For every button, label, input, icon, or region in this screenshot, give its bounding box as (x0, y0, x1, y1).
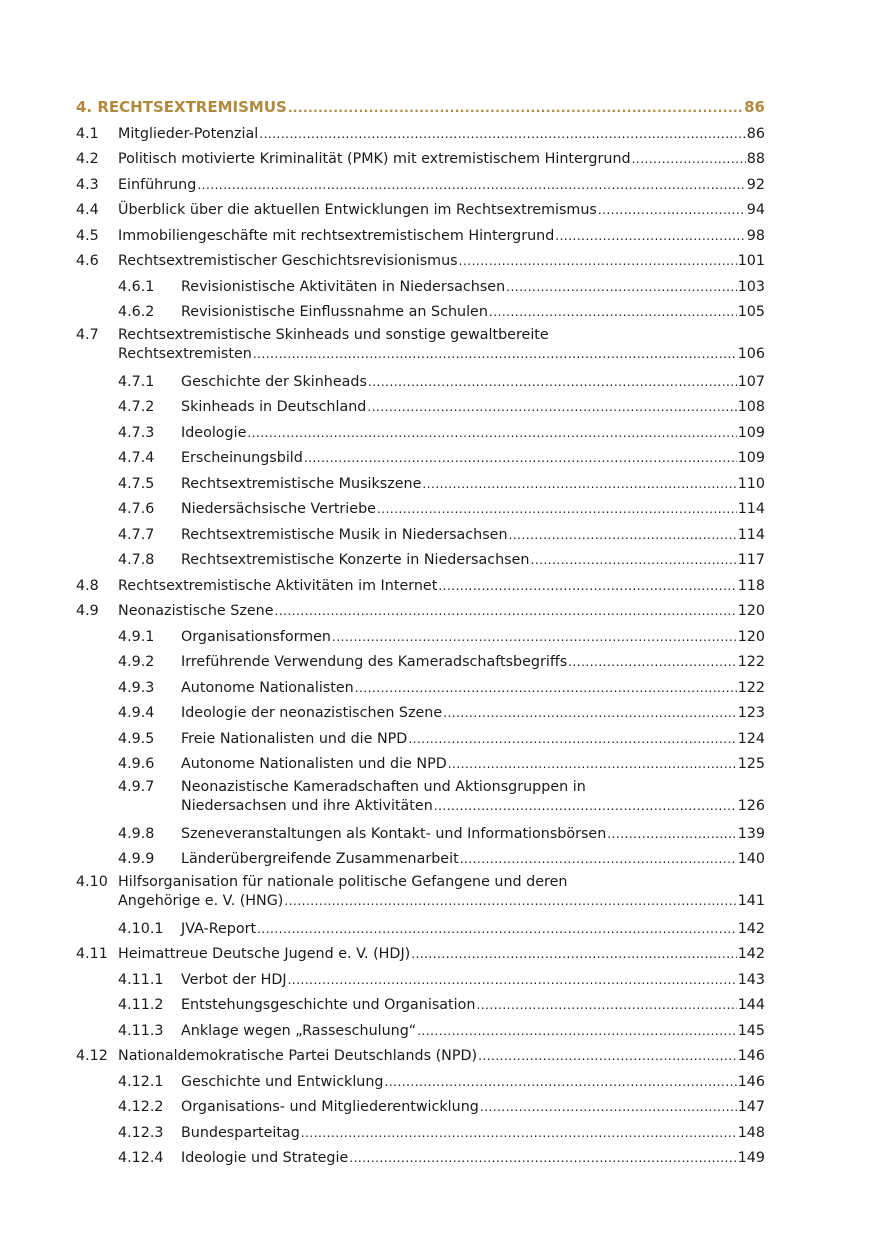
toc-entry-page: 147 (737, 1099, 765, 1115)
toc-entry-number: 4.6 (76, 253, 99, 269)
toc-entry-page: 125 (737, 756, 765, 772)
toc-entry[interactable] (76, 942, 765, 968)
toc-leader-dots (367, 395, 736, 421)
toc-entry-page: 114 (737, 526, 765, 543)
toc-entry-title: Einführung (118, 176, 197, 193)
toc-entry-number: 4.11.2 (118, 997, 164, 1013)
toc-entry-title: Ideologie der neonazistischen Szene (181, 705, 443, 721)
toc-entry-number: 4.7.1 (118, 373, 155, 390)
toc-entry-page: 106 (737, 345, 765, 362)
toc-entry-page: 109 (737, 450, 765, 466)
toc-entry-page: 142 (737, 946, 765, 962)
toc-leader-dots (411, 942, 736, 968)
toc-entry-title: Revisionistische Einflussnahme an Schulen (181, 304, 488, 320)
toc-entry-page: 139 (737, 825, 765, 842)
toc-leader-dots (288, 95, 743, 123)
toc-leader-dots (607, 822, 736, 848)
toc-entry-title: Autonome Nationalisten (181, 679, 354, 696)
toc-leader-dots (476, 993, 736, 1019)
toc-leader-dots (288, 968, 737, 994)
toc-leader-dots (349, 1146, 736, 1172)
toc-leader-dots (531, 548, 737, 574)
toc-leader-dots (284, 892, 736, 911)
toc-entry-page: 117 (737, 552, 765, 568)
toc-entry[interactable] (76, 822, 765, 848)
toc-entry-page: 146 (737, 1048, 765, 1064)
toc-leader-dots (355, 676, 737, 702)
toc-leader-dots (377, 497, 737, 523)
toc-entry-number: 4.9.7 (118, 778, 155, 795)
toc-entry[interactable] (76, 968, 765, 994)
toc-entry[interactable] (76, 249, 765, 275)
toc-leader-dots (460, 847, 737, 873)
toc-entry-title: Nationaldemokratische Partei Deutschlands (NPD) (118, 1048, 478, 1064)
toc-entry-title: Entstehungsgeschichte und Organisation (181, 997, 476, 1013)
toc-chapter-title: 4. RECHTSEXTREMISMUS (76, 98, 287, 116)
toc-entry-page: 143 (737, 971, 765, 988)
toc-entry-title: Verbot der HDJ (181, 971, 287, 988)
toc-entry-title: Geschichte der Skinheads (181, 373, 367, 390)
toc-leader-dots (408, 727, 736, 753)
toc-leader-dots (478, 1044, 737, 1070)
toc-leader-dots (301, 1121, 737, 1147)
toc-entry-number: 4.7.5 (118, 475, 155, 492)
toc-entry-page: 126 (737, 797, 765, 814)
toc-leader-dots (568, 650, 737, 676)
toc-leader-dots (247, 421, 736, 447)
toc-entry-page: 94 (746, 202, 765, 218)
toc-entry-number: 4.5 (76, 227, 99, 244)
toc-leader-dots (368, 370, 737, 396)
toc-entry-title-continued: Niedersachsen und ihre Aktivitäten (181, 797, 433, 814)
toc-entry-number: 4.11.3 (118, 1022, 164, 1039)
toc-leader-dots (257, 917, 737, 943)
toc-leader-dots (480, 1095, 737, 1121)
toc-entry-title: Neonazistische Szene (118, 603, 274, 619)
toc-entry[interactable] (76, 1121, 765, 1147)
toc-entry-number: 4.10.1 (118, 920, 164, 937)
toc-entry-number: 4.6.2 (118, 304, 155, 320)
toc-leader-dots (332, 625, 737, 651)
toc-entry-number: 4.7.7 (118, 526, 155, 543)
toc-entry[interactable] (76, 326, 765, 370)
toc-entry-number: 4.9.5 (118, 730, 155, 747)
toc-entry-number: 4.9.1 (118, 628, 155, 645)
toc-entry[interactable] (76, 625, 765, 651)
toc-entry-title: JVA-Report (181, 920, 257, 937)
toc-entry-number: 4.12.2 (118, 1099, 164, 1115)
toc-entry-page: 103 (737, 278, 765, 295)
toc-entry-title: Organisations- und Mitgliederentwicklung (181, 1099, 479, 1115)
toc-entry-title: Rechtsextremistische Musikszene (181, 475, 422, 492)
toc-entry-page: 109 (737, 424, 765, 441)
toc-entry-number: 4.9.9 (118, 851, 155, 867)
toc-entry-number: 4.7.2 (118, 399, 155, 415)
toc-entry-number: 4.7.8 (118, 552, 155, 568)
toc-leader-dots (448, 752, 737, 778)
toc-entry-number: 4.10 (76, 873, 108, 890)
toc-entries (76, 122, 765, 1172)
toc-entry-title: Überblick über die aktuellen Entwicklungen im Rechtsextremismus (118, 202, 597, 218)
toc-entry-page: 101 (737, 253, 765, 269)
toc-leader-dots (555, 224, 746, 250)
toc-entry-title: Freie Nationalisten und die NPD (181, 730, 408, 747)
toc-entry-page: 98 (746, 227, 765, 244)
toc-leader-dots (509, 523, 737, 549)
toc-entry[interactable] (76, 701, 765, 727)
toc-entry-title: Rechtsextremistische Konzerte in Niedersachsen (181, 552, 530, 568)
toc-entry-number: 4.7 (76, 326, 99, 343)
toc-leader-dots (275, 599, 737, 625)
toc-entry-title: Bundesparteitag (181, 1124, 300, 1141)
toc-entry-title: Revisionistische Aktivitäten in Niedersachsen (181, 278, 506, 295)
toc-entry-number: 4.2 (76, 151, 99, 167)
toc-entry-title: Irreführende Verwendung des Kameradschaftsbegriffs (181, 654, 568, 670)
toc-entry[interactable] (76, 676, 765, 702)
toc-entry[interactable] (76, 599, 765, 625)
toc-entry[interactable] (76, 472, 765, 498)
toc-entry-title: Organisationsformen (181, 628, 331, 645)
toc-entry-page: 120 (737, 603, 765, 619)
toc-entry-page: 118 (737, 577, 765, 594)
toc-entry-title: Erscheinungsbild (181, 450, 303, 466)
toc-leader-dots (434, 797, 737, 816)
toc-entry-number: 4.7.6 (118, 501, 155, 517)
toc-entry-number: 4.8 (76, 577, 99, 594)
toc-entry-number: 4.9.2 (118, 654, 155, 670)
toc-entry[interactable] (76, 752, 765, 778)
toc-entry-title: Hilfsorganisation für nationale politische Gefangene und deren (118, 873, 568, 890)
toc-entry[interactable] (76, 548, 765, 574)
toc-entry[interactable] (76, 421, 765, 447)
toc-entry-number: 4.1 (76, 125, 99, 142)
toc-leader-dots (506, 275, 737, 301)
toc-entry[interactable] (76, 300, 765, 326)
toc-entry-number: 4.9.8 (118, 825, 155, 842)
toc-entry-page: 140 (737, 851, 765, 867)
toc-entry-number: 4.3 (76, 176, 99, 193)
toc-leader-dots (253, 345, 737, 364)
toc-entry-number: 4.12 (76, 1048, 108, 1064)
toc-leader-dots (632, 147, 746, 173)
toc-entry-title: Immobiliengeschäfte mit rechtsextremistischem Hintergrund (118, 227, 555, 244)
toc-entry-page: 141 (737, 892, 765, 909)
toc-entry-title: Rechtsextremistische Skinheads und sonstige gewaltbereite (118, 326, 549, 343)
toc-entry-number: 4.9.6 (118, 756, 155, 772)
toc-entry-page: 148 (737, 1124, 765, 1141)
toc-entry-title: Rechtsextremistischer Geschichtsrevisionismus (118, 253, 458, 269)
toc-entry[interactable] (76, 523, 765, 549)
toc-entry[interactable] (76, 574, 765, 600)
toc-entry-title-continued: Angehörige e. V. (HNG) (118, 892, 284, 909)
toc-entry-number: 4.7.4 (118, 450, 155, 466)
toc-entry-title: Rechtsextremistische Aktivitäten im Internet (118, 577, 438, 594)
toc-entry-page: 92 (746, 176, 765, 193)
toc-entry-title: Skinheads in Deutschland (181, 399, 367, 415)
toc-entry-title: Geschichte und Entwicklung (181, 1073, 384, 1090)
toc-entry-page: 142 (737, 920, 765, 937)
toc-entry-title: Politisch motivierte Kriminalität (PMK) mit extremistischem Hintergrund (118, 151, 631, 167)
toc-entry[interactable] (76, 370, 765, 396)
toc-leader-dots (197, 173, 745, 199)
toc-entry-title: Anklage wegen „Rasseschulung“ (181, 1022, 417, 1039)
toc-entry-page: 114 (737, 501, 765, 517)
toc-entry-page: 146 (737, 1073, 765, 1090)
toc-entry-title-continued: Rechtsextremisten (118, 345, 252, 362)
toc-entry-number: 4.9.3 (118, 679, 155, 696)
toc-entry-page: 110 (737, 475, 765, 492)
toc-entry-title: Ideologie und Strategie (181, 1150, 349, 1166)
toc-entry-title: Rechtsextremistische Musik in Niedersachsen (181, 526, 508, 543)
toc-leader-dots (417, 1019, 736, 1045)
toc-entry-page: 120 (737, 628, 765, 645)
toc-entry-number: 4.11.1 (118, 971, 164, 988)
toc-entry[interactable] (76, 917, 765, 943)
toc-entry-page: 122 (737, 654, 765, 670)
toc-entry-page: 144 (737, 997, 765, 1013)
toc-entry-number: 4.9 (76, 603, 99, 619)
table-of-contents (76, 94, 765, 1172)
toc-entry-page: 86 (746, 125, 765, 142)
toc-entry[interactable] (76, 847, 765, 873)
toc-chapter-heading[interactable] (76, 94, 765, 122)
toc-entry-title: Neonazistische Kameradschaften und Aktionsgruppen in (181, 778, 586, 795)
toc-entry[interactable] (76, 173, 765, 199)
toc-entry-page: 108 (737, 399, 765, 415)
toc-entry[interactable] (76, 727, 765, 753)
toc-entry[interactable] (76, 1070, 765, 1096)
toc-chapter-page: 86 (744, 98, 765, 116)
toc-leader-dots (438, 574, 736, 600)
toc-entry[interactable] (76, 395, 765, 421)
toc-entry-number: 4.6.1 (118, 278, 155, 295)
toc-entry[interactable] (76, 778, 765, 822)
toc-entry-title: Szeneveranstaltungen als Kontakt- und Informationsbörsen (181, 825, 607, 842)
toc-entry[interactable] (76, 873, 765, 917)
toc-entry-title: Niedersächsische Vertriebe (181, 501, 376, 517)
toc-entry-title: Länderübergreifende Zusammenarbeit (181, 851, 459, 867)
toc-entry[interactable] (76, 147, 765, 173)
toc-entry-title: Mitglieder-Potenzial (118, 125, 259, 142)
toc-entry-page: 122 (737, 679, 765, 696)
toc-entry-number: 4.9.4 (118, 705, 155, 721)
toc-entry[interactable] (76, 446, 765, 472)
toc-entry-number: 4.11 (76, 946, 108, 962)
toc-entry[interactable] (76, 993, 765, 1019)
toc-entry[interactable] (76, 650, 765, 676)
toc-leader-dots (422, 472, 736, 498)
toc-entry[interactable] (76, 497, 765, 523)
toc-leader-dots (489, 300, 737, 326)
toc-entry-page: 123 (737, 705, 765, 721)
toc-entry-title: Heimattreue Deutsche Jugend e. V. (HDJ) (118, 946, 411, 962)
toc-entry[interactable] (76, 224, 765, 250)
toc-leader-dots (259, 122, 746, 148)
toc-entry[interactable] (76, 122, 765, 148)
toc-entry[interactable] (76, 275, 765, 301)
toc-entry-number: 4.12.4 (118, 1150, 164, 1166)
toc-entry[interactable] (76, 198, 765, 224)
toc-entry-title: Ideologie (181, 424, 247, 441)
toc-entry-page: 149 (737, 1150, 765, 1166)
toc-entry-page: 105 (737, 304, 765, 320)
toc-entry-number: 4.4 (76, 202, 99, 218)
toc-entry[interactable] (76, 1146, 765, 1172)
toc-entry[interactable] (76, 1044, 765, 1070)
toc-leader-dots (385, 1070, 737, 1096)
toc-entry-page: 88 (746, 151, 765, 167)
toc-entry-number: 4.12.1 (118, 1073, 164, 1090)
toc-entry-page: 124 (737, 730, 765, 747)
toc-entry-title: Autonome Nationalisten und die NPD (181, 756, 447, 772)
toc-leader-dots (459, 249, 737, 275)
toc-entry[interactable] (76, 1019, 765, 1045)
toc-entry-page: 107 (737, 373, 765, 390)
toc-leader-dots (443, 701, 737, 727)
toc-leader-dots (304, 446, 737, 472)
toc-entry-number: 4.7.3 (118, 424, 155, 441)
toc-entry-page: 145 (737, 1022, 765, 1039)
toc-entry-number: 4.12.3 (118, 1124, 164, 1141)
toc-leader-dots (598, 198, 746, 224)
toc-entry[interactable] (76, 1095, 765, 1121)
